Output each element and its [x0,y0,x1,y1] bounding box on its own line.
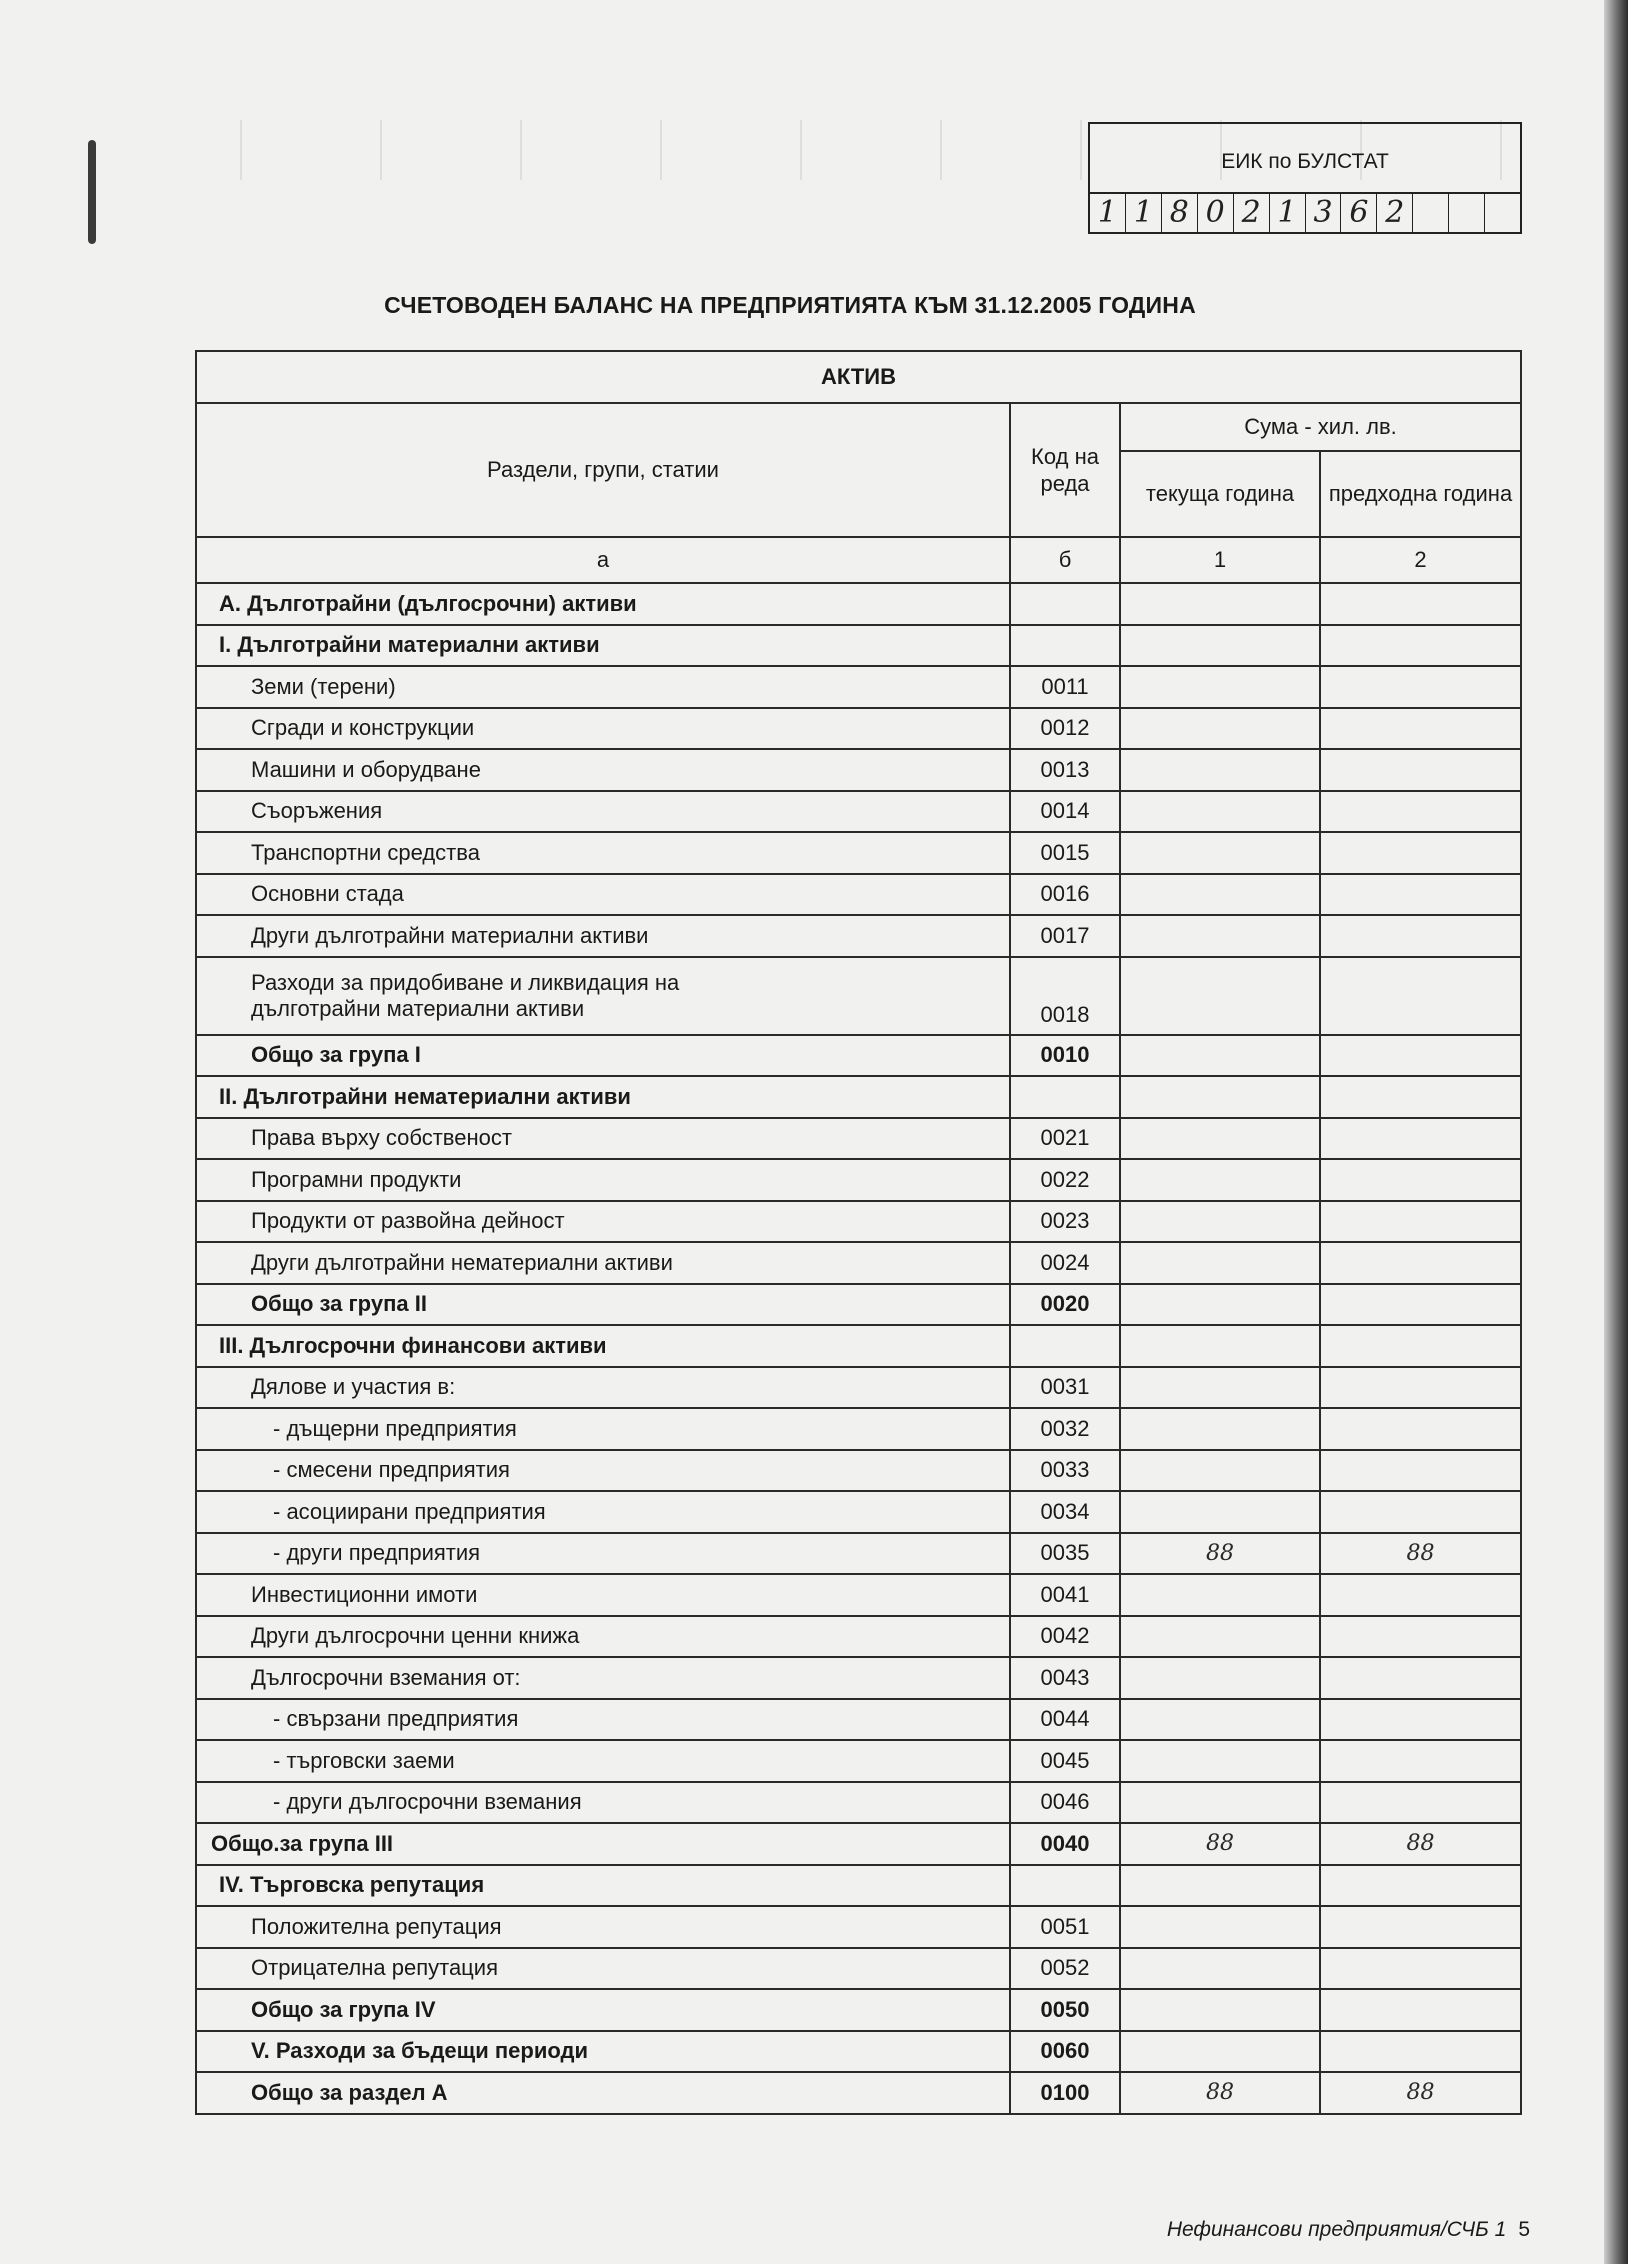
row-code: 0016 [1010,874,1120,916]
row-value-current-year [1120,832,1320,874]
row-label: Общо.за група III [196,1823,1010,1865]
row-value-previous-year [1320,1782,1521,1824]
row-value-current-year [1120,1989,1320,2031]
eik-box [1088,122,1522,234]
row-code: 0046 [1010,1782,1120,1824]
row-value-current-year [1120,1865,1320,1907]
eik-digit [1413,194,1449,232]
row-code: 0018 [1010,957,1120,1035]
row-label: - смесени предприятия [196,1450,1010,1492]
eik-digit [1485,194,1520,232]
table-row [196,1408,1521,1450]
row-label: III. Дългосрочни финансови активи [196,1325,1010,1367]
row-value-current-year [1120,1491,1320,1533]
col-header-code: Код на реда [1010,403,1120,537]
row-value-current-year [1120,1948,1320,1990]
table-row [196,1325,1521,1367]
table-index-row [196,537,1521,583]
row-label [196,957,1010,1035]
row-value-current-year [1120,1242,1320,1284]
row-label: Общо за група IV [196,1989,1010,2031]
row-value-current-year [1120,1408,1320,1450]
row-label: Други дългосрочни ценни книжа [196,1616,1010,1658]
eik-digit: 1 [1126,194,1162,232]
row-label: Други дълготрайни материални активи [196,915,1010,957]
table-row [196,708,1521,750]
table-row [196,1242,1521,1284]
table-row [196,1865,1521,1907]
row-value-previous-year [1320,1450,1521,1492]
row-label: - търговски заеми [196,1740,1010,1782]
table-row [196,1076,1521,1118]
row-code: 0011 [1010,666,1120,708]
row-value-current-year [1120,1118,1320,1160]
row-value-current-year [1120,666,1320,708]
row-code: 0045 [1010,1740,1120,1782]
page-number: 5 [1518,2218,1530,2241]
table-row [196,1699,1521,1741]
row-value-previous-year [1320,708,1521,750]
row-value-current-year [1120,1367,1320,1409]
row-value-current-year [1120,1159,1320,1201]
table-row [196,1906,1521,1948]
table-row [196,666,1521,708]
row-value-previous-year [1320,915,1521,957]
row-value-previous-year [1320,1699,1521,1741]
row-value-previous-year [1320,1491,1521,1533]
row-code: 0032 [1010,1408,1120,1450]
row-code: 0010 [1010,1035,1120,1077]
index-a: а [196,537,1010,583]
col-header-sum: Сума - хил. лв. [1120,403,1521,451]
row-label: Земи (терени) [196,666,1010,708]
row-value-previous-year [1320,625,1521,667]
eik-digit-cells [1090,192,1520,232]
row-code: 0051 [1010,1906,1120,1948]
row-value-current-year [1120,2031,1320,2073]
eik-label: ЕИК по БУЛСТАТ [1221,150,1389,173]
row-code: 0052 [1010,1948,1120,1990]
row-code [1010,1325,1120,1367]
eik-digit: 1 [1090,194,1126,232]
index-2: 2 [1320,537,1521,583]
row-value-previous-year [1320,874,1521,916]
row-label: Други дълготрайни нематериални активи [196,1242,1010,1284]
col-header-label: Раздели, групи, статии [196,403,1010,537]
row-label: - асоциирани предприятия [196,1491,1010,1533]
row-code: 0034 [1010,1491,1120,1533]
row-code [1010,583,1120,625]
row-code: 0040 [1010,1823,1120,1865]
table-row [196,1616,1521,1658]
row-value-current-year [1120,1201,1320,1243]
row-code: 0022 [1010,1159,1120,1201]
row-code: 0033 [1010,1450,1120,1492]
row-value-previous-year [1320,1906,1521,1948]
row-value-previous-year [1320,1989,1521,2031]
row-label: V. Разходи за бъдещи периоди [196,2031,1010,2073]
row-value-previous-year [1320,1159,1521,1201]
index-b: б [1010,537,1120,583]
row-label: I. Дълготрайни материални активи [196,625,1010,667]
col-header-current-year: текуща година [1120,451,1320,537]
row-value-previous-year [1320,1657,1521,1699]
row-label-line: дълготрайни материални активи [251,995,585,1021]
row-value-previous-year [1320,791,1521,833]
row-value-previous-year: 88 [1320,1533,1521,1575]
row-value-current-year [1120,1076,1320,1118]
eik-digit: 8 [1162,194,1198,232]
row-label: Основни стада [196,874,1010,916]
row-value-previous-year [1320,1325,1521,1367]
row-label: Съоръжения [196,791,1010,833]
table-row [196,625,1521,667]
row-value-current-year [1120,791,1320,833]
row-value-current-year [1120,1450,1320,1492]
table-row [196,1450,1521,1492]
row-label: Машини и оборудване [196,749,1010,791]
row-value-previous-year [1320,957,1521,1035]
row-label: II. Дълготрайни нематериални активи [196,1076,1010,1118]
table-row [196,1948,1521,1990]
table-row [196,1201,1521,1243]
row-value-current-year [1120,874,1320,916]
row-label: Общо за група II [196,1284,1010,1326]
row-label: Програмни продукти [196,1159,1010,1201]
row-value-current-year [1120,749,1320,791]
row-value-previous-year [1320,832,1521,874]
row-label: Положителна репутация [196,1906,1010,1948]
row-label: - дъщерни предприятия [196,1408,1010,1450]
table-header-row [196,403,1521,451]
index-1: 1 [1120,537,1320,583]
table-row [196,749,1521,791]
table-row [196,1740,1521,1782]
row-value-current-year [1120,625,1320,667]
eik-digit: 0 [1198,194,1234,232]
row-label: Дългосрочни вземания от: [196,1657,1010,1699]
row-value-previous-year [1320,1574,1521,1616]
row-value-previous-year [1320,1118,1521,1160]
row-label: IV. Търговска репутация [196,1865,1010,1907]
row-label: Права върху собственост [196,1118,1010,1160]
row-label: А. Дълготрайни (дългосрочни) активи [196,583,1010,625]
row-value-current-year [1120,1325,1320,1367]
row-code: 0015 [1010,832,1120,874]
table-row [196,915,1521,957]
row-value-current-year: 88 [1120,1533,1320,1575]
table-row [196,1989,1521,2031]
row-label: Сгради и конструкции [196,708,1010,750]
row-value-current-year [1120,1657,1320,1699]
row-value-current-year [1120,1284,1320,1326]
table-row [196,1367,1521,1409]
staple-mark [88,140,96,244]
row-value-previous-year [1320,1284,1521,1326]
row-label: Общо за раздел А [196,2072,1010,2114]
row-value-previous-year [1320,666,1521,708]
table-row [196,2072,1521,2114]
col-header-previous-year: предходна година [1320,451,1521,537]
row-value-previous-year [1320,1865,1521,1907]
eik-digit: 2 [1377,194,1413,232]
row-code: 0044 [1010,1699,1120,1741]
row-code: 0017 [1010,915,1120,957]
row-code: 0100 [1010,2072,1120,2114]
balance-sheet-table [195,350,1522,2115]
row-code: 0013 [1010,749,1120,791]
row-label: - други предприятия [196,1533,1010,1575]
table-row [196,791,1521,833]
row-code: 0012 [1010,708,1120,750]
table-row [196,1159,1521,1201]
row-value-previous-year [1320,1408,1521,1450]
row-code: 0043 [1010,1657,1120,1699]
row-code: 0041 [1010,1574,1120,1616]
table-row [196,1533,1521,1575]
row-label: Общо за група I [196,1035,1010,1077]
table-row [196,1574,1521,1616]
row-value-previous-year [1320,749,1521,791]
row-label: Транспортни средства [196,832,1010,874]
row-code: 0014 [1010,791,1120,833]
row-code: 0031 [1010,1367,1120,1409]
row-code: 0021 [1010,1118,1120,1160]
row-label-line: Разходи за придобиване и ликвидация на [251,969,680,995]
row-code: 0042 [1010,1616,1120,1658]
row-code [1010,1076,1120,1118]
footer-text: Нефинансови предприятия/СЧБ 1 [1166,2218,1507,2241]
eik-digit [1449,194,1485,232]
eik-digit: 3 [1306,194,1342,232]
row-label: Отрицателна репутация [196,1948,1010,1990]
row-value-previous-year [1320,1740,1521,1782]
row-value-current-year [1120,1035,1320,1077]
row-label: Продукти от развойна дейност [196,1201,1010,1243]
row-code: 0024 [1010,1242,1120,1284]
row-value-current-year: 88 [1120,2072,1320,2114]
row-value-previous-year [1320,1076,1521,1118]
table-row [196,583,1521,625]
row-value-current-year [1120,915,1320,957]
page-footer [1130,2218,1530,2242]
table-row [196,957,1521,1035]
eik-digit: 2 [1234,194,1270,232]
row-code: 0023 [1010,1201,1120,1243]
table-row [196,874,1521,916]
row-value-previous-year [1320,1242,1521,1284]
row-value-current-year [1120,1616,1320,1658]
row-value-previous-year [1320,583,1521,625]
row-value-current-year [1120,1782,1320,1824]
table-section-header [196,351,1521,403]
row-label: - други дългосрочни вземания [196,1782,1010,1824]
row-value-previous-year [1320,2031,1521,2073]
table-row [196,1823,1521,1865]
row-code [1010,1865,1120,1907]
row-value-current-year [1120,1740,1320,1782]
table-row [196,1491,1521,1533]
table-row [196,1782,1521,1824]
row-value-current-year: 88 [1120,1823,1320,1865]
row-value-previous-year [1320,1367,1521,1409]
table-row [196,1118,1521,1160]
row-value-previous-year [1320,1035,1521,1077]
row-code: 0050 [1010,1989,1120,2031]
row-label: Дялове и участия в: [196,1367,1010,1409]
row-value-current-year [1120,1906,1320,1948]
table-row [196,832,1521,874]
row-value-current-year [1120,1574,1320,1616]
row-value-previous-year: 88 [1320,1823,1521,1865]
row-value-current-year [1120,957,1320,1035]
row-label: - свързани предприятия [196,1699,1010,1741]
section-title-aktiv: АКТИВ [196,351,1521,403]
eik-digit: 1 [1270,194,1306,232]
row-value-previous-year [1320,1948,1521,1990]
table-row [196,1035,1521,1077]
row-value-current-year [1120,708,1320,750]
scan-page-edge [1604,0,1628,2264]
table-row [196,1284,1521,1326]
table-row [196,2031,1521,2073]
row-label: Инвестиционни имоти [196,1574,1010,1616]
row-code: 0020 [1010,1284,1120,1326]
row-value-current-year [1120,583,1320,625]
row-code: 0035 [1010,1533,1120,1575]
row-value-previous-year [1320,1201,1521,1243]
row-code [1010,625,1120,667]
eik-digit: 6 [1341,194,1377,232]
document-title: СЧЕТОВОДЕН БАЛАНС НА ПРЕДПРИЯТИЯТА КЪМ 31.12.2005 ГОДИНА [384,292,1196,318]
row-value-previous-year [1320,1616,1521,1658]
row-value-current-year [1120,1699,1320,1741]
row-code: 0060 [1010,2031,1120,2073]
row-value-previous-year: 88 [1320,2072,1521,2114]
table-row [196,1657,1521,1699]
